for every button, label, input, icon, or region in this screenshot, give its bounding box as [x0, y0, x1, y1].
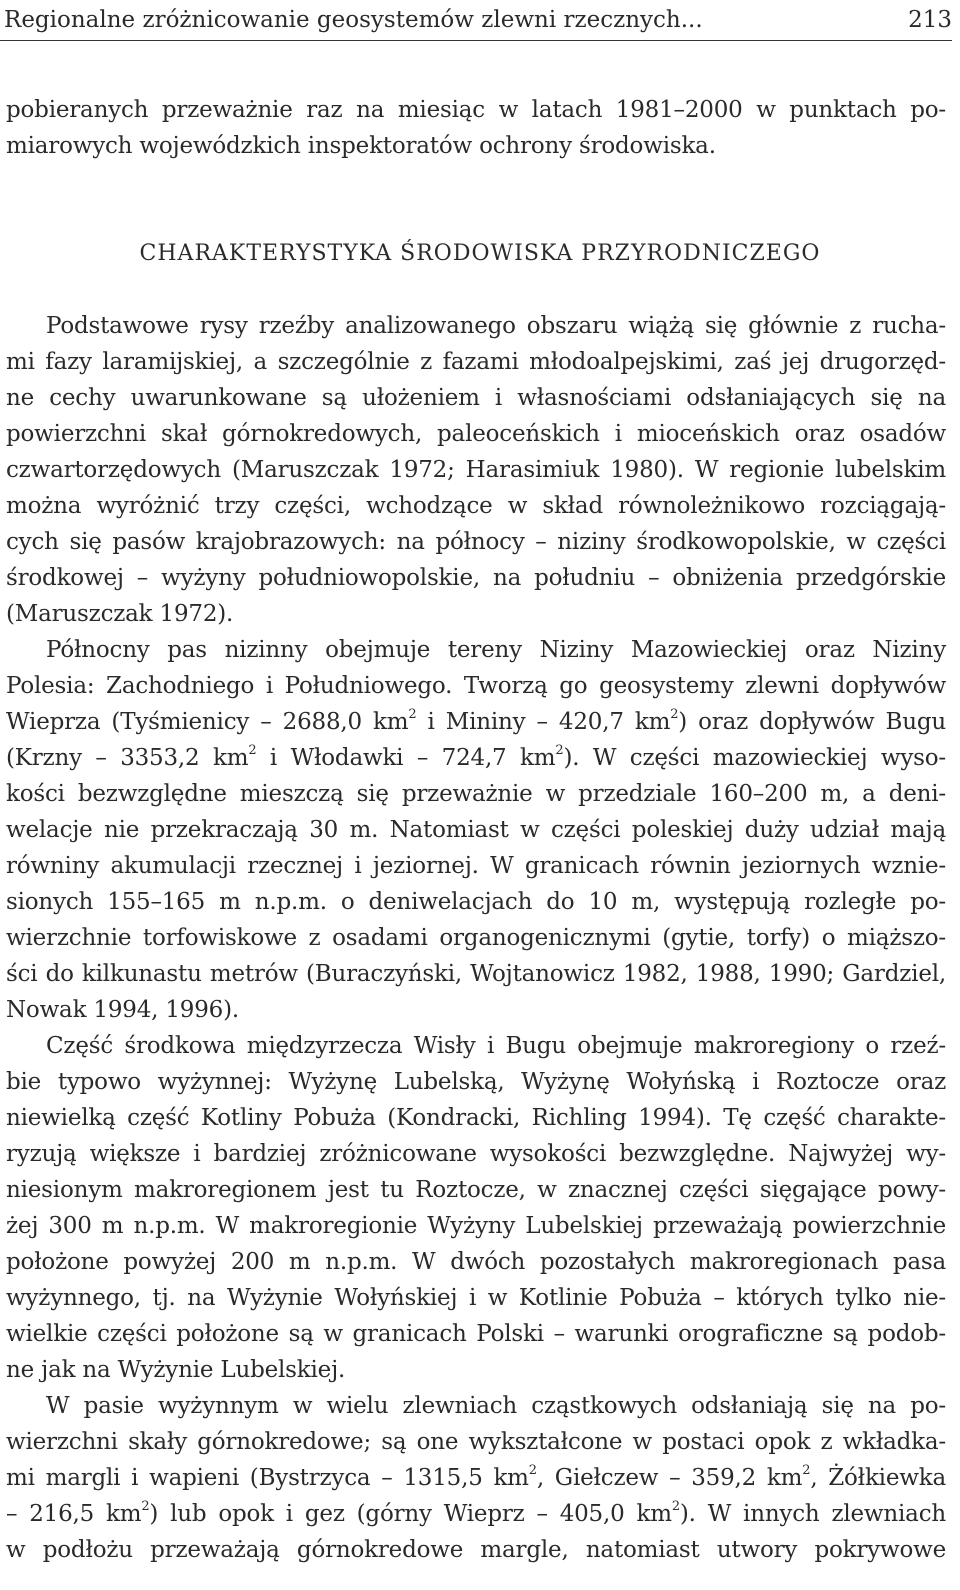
text-line: ne jak na Wyżynie Lubelskiej. — [6, 1357, 346, 1383]
text-line: Północny pas nizinny obejmuje tereny Niziny Mazowieckiej oraz Niziny — [46, 637, 946, 663]
running-title: Regionalne zróżnicowanie geosystemów zlewni rzecznych... — [4, 7, 703, 33]
text-line: w podłożu przeważają górnokredowe margle, natomiast utwory pokrywowe — [6, 1537, 946, 1563]
text-line: – 216,5 $km^2$) lub opok i gez (górny Wieprz – 405,0 $km^2$). W innych zlewniach — [6, 1499, 946, 1527]
text-line: ryzują większe i bardziej zróżnicowane wysokości bezwzględne. Najwyżej wy- — [6, 1141, 946, 1167]
text-line: pobieranych przeważnie raz na miesiąc w latach 1981–2000 w punktach po- — [6, 97, 946, 123]
text-line: mi margli i wapieni (Bystrzyca – 1315,5 $km^2$, Giełczew – 359,2 $km^2$, Żółkiewka — [6, 1463, 946, 1491]
text-line: ne cechy uwarunkowane są ułożeniem i własnościami odsłaniających się na — [6, 385, 946, 411]
text-line: (Maruszczak 1972). — [6, 601, 234, 627]
text-line: kości bezwzględne mieszczą się przeważnie w przedziale 160–200 m, a deni- — [6, 781, 946, 807]
text-line: miarowych wojewódzkich inspektoratów ochrony środowiska. — [6, 133, 716, 159]
text-line: można wyróżnić trzy części, wchodzące w skład równoleżnikowo rozciągają- — [6, 493, 946, 519]
text-line: bie typowo wyżynnej: Wyżynę Lubelską, Wyżynę Wołyńską i Roztocze oraz — [6, 1069, 946, 1095]
text-line: Polesia: Zachodniego i Południowego. Tworzą go geosystemy zlewni dopływów — [6, 673, 946, 699]
text-line: Podstawowe rysy rzeźby analizowanego obszaru wiążą się głównie z rucha- — [46, 313, 946, 339]
text-line: środkowej – wyżyny południowopolskie, na południu – obniżenia przedgórskie — [6, 565, 946, 591]
text-line: Część środkowa międzyrzecza Wisły i Bugu obejmuje makroregiony o rzeź- — [46, 1033, 946, 1059]
text-line: wielkie części położone są w granicach Polski – warunki orograficzne są podob- — [6, 1321, 946, 1347]
text-line: ści do kilkunastu metrów (Buraczyński, Wojtanowicz 1982, 1988, 1990; Gardziel, — [6, 961, 946, 987]
text-line: sionych 155–165 m n.p.m. o deniwelacjach do 10 m, występują rozległe po- — [6, 889, 946, 915]
text-line: wierzchnie torfowiskowe z osadami organogenicznymi (gytie, torfy) o miąższo- — [6, 925, 946, 951]
text-line: Wieprza (Tyśmienicy – 2688,0 $km^2$ i Mininy – 420,7 $km^2$) oraz dopływów Bugu — [6, 707, 947, 735]
text-line: wyżynnego, tj. na Wyżynie Wołyńskiej i w Kotlinie Pobuża – których tylko nie- — [6, 1285, 946, 1311]
text-line: (Krzny – 3353,2 $km^2$ i Włodawki – 724,7 $km^2$). W części mazowieckiej wyso- — [6, 743, 947, 771]
text-line: czwartorzędowych (Maruszczak 1972; Harasimiuk 1980). W regionie lubelskim — [6, 457, 946, 483]
text-line: W pasie wyżynnym w wielu zlewniach cząstkowych odsłaniają się na po- — [46, 1393, 946, 1419]
text-line: wierzchni skały górnokredowe; są one wykształcone w postaci opok z wkładka- — [6, 1429, 946, 1455]
text-line: cych się pasów krajobrazowych: na północy – niziny środkowopolskie, w części — [6, 529, 946, 555]
text-line: położone powyżej 200 m n.p.m. W dwóch pozostałych makroregionach pasa — [6, 1249, 946, 1275]
text-line: żej 300 m n.p.m. W makroregionie Wyżyny Lubelskiej przeważają powierzchnie — [6, 1213, 946, 1239]
text-line: równiny akumulacji rzecznej i jeziornej. W granicach równin jeziornych wznie- — [6, 853, 946, 879]
text-line: niewielką część Kotliny Pobuża (Kondracki, Richling 1994). Tę część charakte- — [6, 1105, 946, 1131]
text-line: mi fazy laramijskiej, a szczególnie z fazami młodoalpejskimi, zaś jej drugorzęd- — [6, 349, 946, 375]
running-header — [0, 0, 952, 41]
section-heading: CHARAKTERYSTYKA ŚRODOWISKA PRZYRODNICZEGO — [139, 241, 821, 266]
text-line: Nowak 1994, 1996). — [6, 997, 239, 1023]
text-line: niesionym makroregionem jest tu Roztocze, w znacznej części sięgające powy- — [6, 1177, 946, 1203]
page-number: 213 — [908, 7, 952, 33]
text-line: powierzchni skał górnokredowych, paleoceńskich i mioceńskich oraz osadów — [6, 421, 946, 447]
text-line: welacje nie przekraczają 30 m. Natomiast w części poleskiej duży udział mają — [6, 817, 946, 843]
